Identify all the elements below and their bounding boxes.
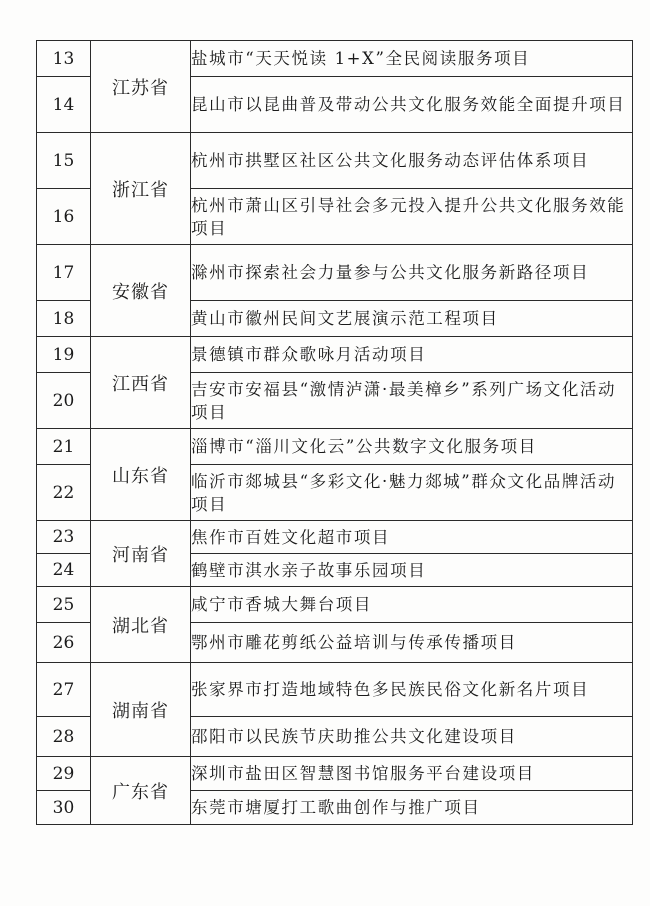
row-number: 20 xyxy=(37,373,91,429)
project-name-cell: 鄂州市雕花剪纸公益培训与传承传播项目 xyxy=(191,623,633,663)
row-number: 14 xyxy=(37,77,91,133)
row-number: 22 xyxy=(37,465,91,521)
province-cell: 山东省 xyxy=(91,429,191,521)
project-name-cell: 吉安市安福县“激情泸潇·最美樟乡”系列广场文化活动项目 xyxy=(191,373,633,429)
row-number: 28 xyxy=(37,717,91,757)
row-number: 15 xyxy=(37,133,91,189)
row-number: 16 xyxy=(37,189,91,245)
project-name-cell: 深圳市盐田区智慧图书馆服务平台建设项目 xyxy=(191,757,633,791)
province-cell: 广东省 xyxy=(91,757,191,825)
table-row xyxy=(37,41,633,77)
project-name-cell: 景德镇市群众歌咏月活动项目 xyxy=(191,337,633,373)
project-name-cell: 杭州市萧山区引导社会多元投入提升公共文化服务效能项目 xyxy=(191,189,633,245)
project-name-cell: 黄山市徽州民间文艺展演示范工程项目 xyxy=(191,301,633,337)
province-cell: 湖北省 xyxy=(91,587,191,663)
province-cell: 江西省 xyxy=(91,337,191,429)
project-name-cell: 张家界市打造地域特色多民族民俗文化新名片项目 xyxy=(191,663,633,717)
province-cell: 江苏省 xyxy=(91,41,191,133)
project-name-cell: 邵阳市以民族节庆助推公共文化建设项目 xyxy=(191,717,633,757)
project-table-body xyxy=(37,41,633,825)
project-name-cell: 滁州市探索社会力量参与公共文化服务新路径项目 xyxy=(191,245,633,301)
row-number: 13 xyxy=(37,41,91,77)
province-cell: 湖南省 xyxy=(91,663,191,757)
province-cell: 浙江省 xyxy=(91,133,191,245)
project-name-cell: 盐城市“天天悦读 1+X”全民阅读服务项目 xyxy=(191,41,633,77)
row-number: 27 xyxy=(37,663,91,717)
project-name-cell: 咸宁市香城大舞台项目 xyxy=(191,587,633,623)
project-name-cell: 鹤壁市淇水亲子故事乐园项目 xyxy=(191,554,633,587)
table-row xyxy=(37,521,633,554)
row-number: 19 xyxy=(37,337,91,373)
row-number: 26 xyxy=(37,623,91,663)
row-number: 21 xyxy=(37,429,91,465)
row-number: 23 xyxy=(37,521,91,554)
row-number: 17 xyxy=(37,245,91,301)
table-row xyxy=(37,337,633,373)
row-number: 18 xyxy=(37,301,91,337)
project-name-cell: 昆山市以昆曲普及带动公共文化服务效能全面提升项目 xyxy=(191,77,633,133)
row-number: 24 xyxy=(37,554,91,587)
project-name-cell: 淄博市“淄川文化云”公共数字文化服务项目 xyxy=(191,429,633,465)
table-row xyxy=(37,663,633,717)
project-name-cell: 焦作市百姓文化超市项目 xyxy=(191,521,633,554)
table-row xyxy=(37,429,633,465)
row-number: 25 xyxy=(37,587,91,623)
project-name-cell: 临沂市郯城县“多彩文化·魅力郯城”群众文化品牌活动项目 xyxy=(191,465,633,521)
province-cell: 河南省 xyxy=(91,521,191,587)
row-number: 30 xyxy=(37,791,91,825)
project-name-cell: 杭州市拱墅区社区公共文化服务动态评估体系项目 xyxy=(191,133,633,189)
table-row xyxy=(37,757,633,791)
province-cell: 安徽省 xyxy=(91,245,191,337)
table-row xyxy=(37,133,633,189)
table-row xyxy=(37,245,633,301)
project-table xyxy=(36,40,633,825)
project-name-cell: 东莞市塘厦打工歌曲创作与推广项目 xyxy=(191,791,633,825)
row-number: 29 xyxy=(37,757,91,791)
table-row xyxy=(37,587,633,623)
